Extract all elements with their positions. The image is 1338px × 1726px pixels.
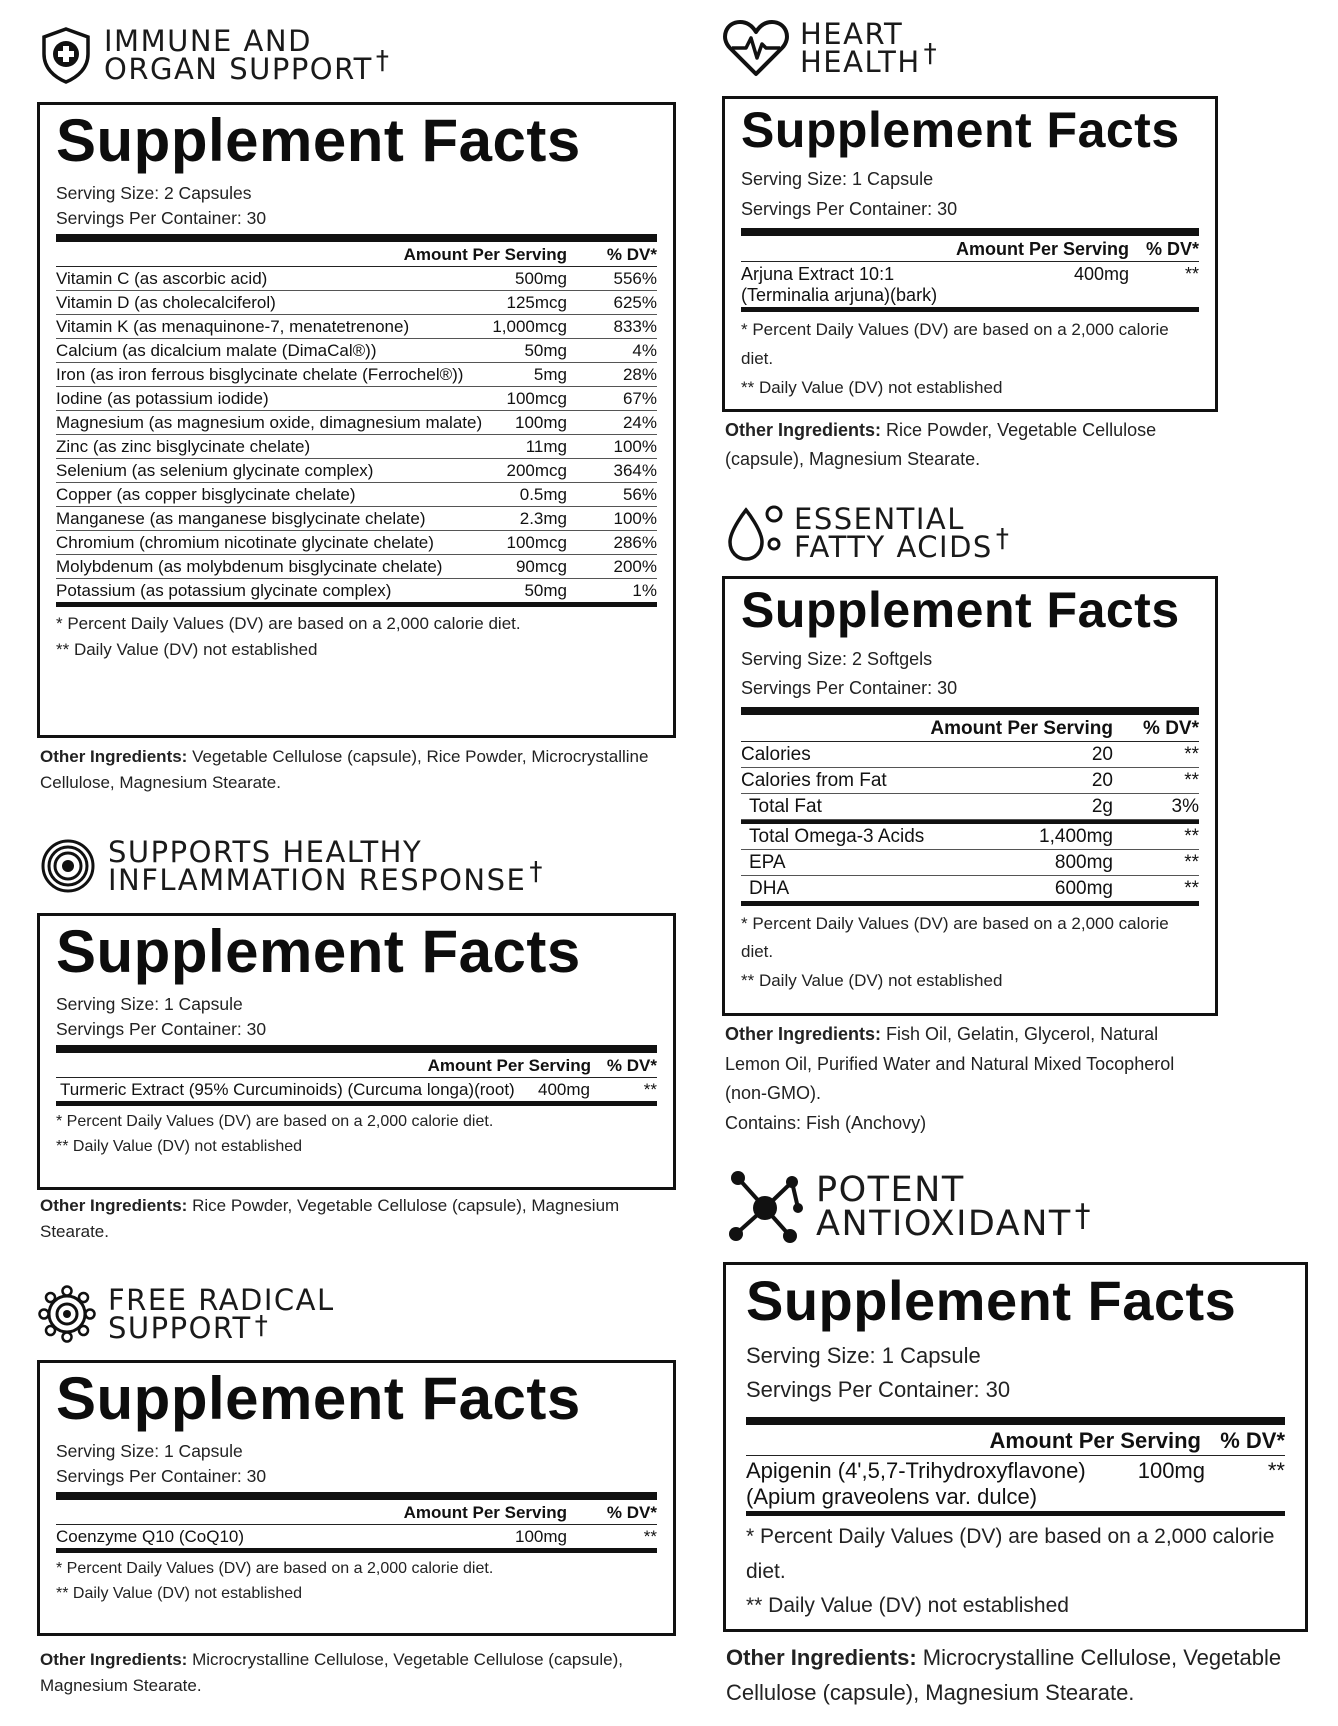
heart-heading-line1: HEART	[800, 16, 904, 51]
fatty-acids-footnote-not-established: ** Daily Value (DV) not established	[741, 971, 1003, 991]
nutrient-name: DHA	[749, 877, 790, 899]
antioxidant-heading-line1: POTENT	[816, 1169, 965, 1210]
free-radical-other-text: Microcrystalline Cellulose, Vegetable Cellulose (capsule), Magnesium Stearate.	[40, 1650, 623, 1696]
nutrient-amount: 400mg	[1073, 264, 1129, 285]
antioxidant-other-label: Other Ingredients:	[726, 1645, 917, 1670]
table-row	[741, 768, 1199, 794]
table-row	[56, 339, 657, 363]
nutrient-name: Zinc (as zinc bisglycinate chelate)	[56, 437, 311, 456]
nutrient-amount: 50mg	[524, 581, 567, 600]
nutrient-name: Coenzyme Q10 (CoQ10)	[56, 1527, 245, 1546]
nutrient-amount: 100mcg	[506, 533, 567, 552]
nutrient-amount: 2g	[1091, 795, 1113, 817]
nutrient-dv: **	[1184, 825, 1199, 847]
nutrient-dv: **	[1184, 877, 1199, 899]
immune-footnote-not-established: ** Daily Value (DV) not established	[56, 640, 318, 660]
table-row	[56, 459, 657, 483]
nutrient-amount: 100mg	[1137, 1458, 1205, 1484]
nutrient-amount: 600mg	[1054, 877, 1113, 899]
nutrient-name: Total Fat	[749, 795, 822, 817]
table-row	[56, 291, 657, 315]
free-radical-facts-panel	[37, 1360, 676, 1636]
antioxidant-amount-header: Amount Per Serving	[989, 1428, 1201, 1454]
nutrient-dv: 100%	[613, 509, 657, 528]
free-radical-other-label: Other Ingredients:	[40, 1650, 188, 1669]
immune-heading-line2: ORGAN SUPPORT	[104, 52, 373, 86]
fatty-acids-other-ingredients	[725, 1020, 1205, 1139]
nutrient-dv: 100%	[613, 437, 657, 456]
immune-dv-header: % DV*	[606, 245, 657, 264]
fatty-acids-footnote-dv: * Percent Daily Values (DV) are based on a 2,000 calorie diet.	[741, 913, 1169, 962]
nutrient-name: Vitamin D (as cholecalciferol)	[56, 293, 276, 312]
fatty-acids-other-label: Other Ingredients:	[725, 1024, 882, 1044]
nutrient-name: Iodine (as potassium iodide)	[56, 389, 269, 408]
heart-facts-panel	[722, 96, 1218, 412]
free-radical-footnote-not-established: ** Daily Value (DV) not established	[56, 1584, 303, 1602]
nutrient-dv: **	[643, 1527, 657, 1546]
antioxidant-facts-title: Supplement Facts	[746, 1269, 1237, 1332]
table-row	[56, 579, 657, 602]
nutrient-dv: 833%	[613, 317, 657, 336]
heart-heading-line2: HEALTH	[800, 45, 921, 79]
nutrient-amount: 200mcg	[506, 461, 567, 480]
table-row	[741, 850, 1199, 876]
nutrient-amount: 100mcg	[506, 389, 567, 408]
nutrient-name: Calories from Fat	[741, 769, 887, 791]
table-row	[746, 1456, 1285, 1511]
table-row	[56, 507, 657, 531]
immune-facts-title: Supplement Facts	[56, 107, 581, 174]
heart-dv-header: % DV*	[1145, 239, 1199, 260]
free-radical-heading	[38, 1282, 335, 1345]
nutrient-dv: 200%	[613, 557, 657, 576]
free-radical-other-ingredients	[40, 1647, 660, 1700]
nutrient-name: Manganese (as manganese bisglycinate chelate)	[56, 509, 426, 528]
table-row	[56, 555, 657, 579]
fatty-acids-heading-line1: ESSENTIAL	[794, 501, 965, 536]
immune-other-ingredients	[40, 744, 680, 797]
dagger-mark: †	[1074, 1198, 1093, 1234]
nutrient-dv: 24%	[622, 413, 657, 432]
immune-other-text: Vegetable Cellulose (capsule), Rice Powder, Microcrystalline Cellulose, Magnesium Stearate.	[40, 747, 649, 793]
nutrient-amount: 1,400mg	[1039, 825, 1113, 847]
nutrient-name: Potassium (as potassium glycinate complex)	[56, 581, 392, 600]
nutrient-dv: **	[1267, 1458, 1285, 1484]
nutrient-name	[746, 1458, 1125, 1510]
droplet-bubbles-icon	[724, 502, 786, 564]
nutrient-amount: 500mg	[515, 269, 567, 288]
nutrient-amount: 5mg	[533, 365, 567, 384]
nutrient-name-line1: Apigenin (4',5,7-Trihydroxyflavone)	[746, 1458, 1086, 1484]
concentric-circles-icon	[40, 838, 96, 894]
fatty-acids-other-text: Fish Oil, Gelatin, Glycerol, Natural Lemon Oil, Purified Water and Natural Mixed Tocopherol (non-GMO).	[725, 1024, 1175, 1104]
immune-nutrient-table	[56, 267, 657, 602]
nutrient-name: Copper (as copper bisglycinate chelate)	[56, 485, 356, 504]
immune-servings-per-container: Servings Per Container: 30	[56, 207, 267, 228]
immune-footnote-dv: * Percent Daily Values (DV) are based on a 2,000 calorie diet.	[56, 614, 521, 633]
nutrient-name-line2: (Apium graveolens var. dulce)	[746, 1484, 1038, 1510]
antioxidant-dv-header: % DV*	[1220, 1428, 1285, 1454]
heart-servings-per-container: Servings Per Container: 30	[741, 198, 958, 219]
dagger-mark: †	[529, 857, 544, 888]
immune-facts-panel	[37, 102, 676, 738]
antioxidant-footnote-not-established: ** Daily Value (DV) not established	[746, 1594, 1069, 1618]
nutrient-amount: 90mcg	[515, 557, 567, 576]
fatty-acids-servings-per-container: Servings Per Container: 30	[741, 677, 958, 698]
nutrient-name	[741, 264, 1049, 306]
heart-facts-title: Supplement Facts	[741, 102, 1180, 158]
heart-footnote-dv: * Percent Daily Values (DV) are based on a 2,000 calorie diet.	[741, 320, 1169, 369]
nutrient-dv: 625%	[613, 293, 657, 312]
table-row	[56, 531, 657, 555]
nutrient-dv: 1%	[632, 581, 657, 600]
nutrient-amount: 50mg	[524, 341, 567, 360]
heart-other-label: Other Ingredients:	[725, 420, 882, 440]
dagger-mark: †	[995, 524, 1011, 554]
nutrient-dv: **	[1184, 743, 1199, 765]
inflammation-facts-panel	[37, 913, 676, 1190]
fatty-acids-dv-header: % DV*	[1143, 717, 1199, 739]
molecule-network-icon	[726, 1168, 804, 1246]
molecule-ring-icon	[38, 1285, 96, 1343]
inflammation-other-ingredients	[40, 1193, 650, 1246]
inflammation-heading-line2: INFLAMMATION RESPONSE	[108, 863, 527, 898]
table-row	[741, 262, 1199, 307]
free-radical-heading-line2: SUPPORT	[108, 1311, 252, 1345]
free-radical-footnote-dv: * Percent Daily Values (DV) are based on a 2,000 calorie diet.	[56, 1560, 494, 1577]
nutrient-name: Iron (as iron ferrous bisglycinate chelate (Ferrochel®))	[56, 365, 464, 384]
nutrient-amount: 400mg	[538, 1080, 590, 1099]
nutrient-amount: 2.3mg	[519, 509, 567, 528]
nutrient-dv: **	[1184, 264, 1199, 285]
nutrient-amount: 100mg	[515, 1527, 567, 1546]
fatty-acids-serving-size: Serving Size: 2 Softgels	[741, 649, 933, 669]
fatty-acids-facts-panel	[722, 576, 1218, 1016]
table-row	[56, 483, 657, 507]
heart-serving-size: Serving Size: 1 Capsule	[741, 169, 934, 189]
nutrient-dv: **	[1184, 769, 1199, 791]
nutrient-amount: 800mg	[1054, 851, 1113, 873]
free-radical-heading-line1: FREE RADICAL	[108, 1282, 335, 1317]
table-row	[56, 363, 657, 387]
immune-other-label: Other Ingredients:	[40, 747, 188, 766]
nutrient-name: Magnesium (as magnesium oxide, dimagnesium malate)	[56, 413, 483, 432]
table-row	[741, 794, 1199, 820]
nutrient-amount: 1,000mcg	[492, 317, 567, 336]
nutrient-dv: 3%	[1171, 795, 1199, 817]
free-radical-facts-title: Supplement Facts	[56, 1365, 581, 1432]
inflammation-other-label: Other Ingredients:	[40, 1196, 188, 1215]
antioxidant-other-ingredients	[726, 1640, 1316, 1710]
antioxidant-servings-per-container: Servings Per Container: 30	[746, 1377, 1011, 1403]
inflammation-heading	[40, 835, 544, 898]
fatty-acids-nutrient-table	[741, 742, 1199, 901]
nutrient-name: Chromium (chromium nicotinate glycinate chelate)	[56, 533, 434, 552]
table-row	[741, 820, 1199, 850]
table-row	[56, 267, 657, 291]
nutrient-name: Molybdenum (as molybdenum bisglycinate chelate)	[56, 557, 443, 576]
nutrient-amount: 11mg	[525, 437, 567, 456]
table-row	[56, 435, 657, 459]
table-row	[56, 411, 657, 435]
immune-heading-line1: IMMUNE AND	[104, 23, 312, 58]
fatty-acids-facts-title: Supplement Facts	[741, 582, 1180, 638]
dagger-mark: †	[923, 39, 939, 69]
antioxidant-other-text: Microcrystalline Cellulose, Vegetable Cellulose (capsule), Magnesium Stearate.	[726, 1645, 1282, 1706]
antioxidant-facts-panel	[723, 1262, 1308, 1632]
shield-plus-icon	[40, 26, 92, 84]
immune-amount-header: Amount Per Serving	[403, 245, 567, 264]
heart-pulse-icon	[722, 18, 790, 78]
nutrient-amount: 20	[1091, 769, 1113, 791]
table-row	[741, 876, 1199, 901]
nutrient-name: Vitamin K (as menaquinone-7, menatetrenone)	[56, 317, 410, 336]
nutrient-dv: 56%	[622, 485, 657, 504]
antioxidant-serving-size: Serving Size: 1 Capsule	[746, 1343, 981, 1368]
nutrient-amount: 0.5mg	[519, 485, 567, 504]
inflammation-heading-line1: SUPPORTS HEALTHY	[108, 835, 423, 869]
dagger-mark: †	[254, 1311, 270, 1341]
antioxidant-footnote-dv: * Percent Daily Values (DV) are based on a 2,000 calorie diet.	[746, 1525, 1275, 1583]
nutrient-name: Calcium (as dicalcium malate (DimaCal®))	[56, 341, 377, 360]
nutrient-dv: 4%	[632, 341, 657, 360]
nutrient-amount: 100mg	[515, 413, 567, 432]
fatty-acids-amount-header: Amount Per Serving	[930, 717, 1113, 739]
heart-amount-header: Amount Per Serving	[955, 239, 1129, 260]
nutrient-name: Vitamin C (as ascorbic acid)	[56, 269, 268, 288]
antioxidant-heading	[726, 1168, 1092, 1246]
nutrient-name-line2: (Terminalia arjuna)(bark)	[741, 285, 938, 306]
nutrient-name: Calories	[741, 743, 811, 765]
immune-serving-size: Serving Size: 2 Capsules	[56, 183, 252, 203]
nutrient-dv: 556%	[613, 269, 657, 288]
dagger-mark: †	[375, 46, 391, 76]
nutrient-name: Total Omega-3 Acids	[749, 825, 925, 847]
nutrient-name-line1: Arjuna Extract 10:1	[741, 264, 895, 285]
heart-other-text: Rice Powder, Vegetable Cellulose (capsule), Magnesium Stearate.	[725, 420, 1157, 469]
nutrient-amount: 20	[1091, 743, 1113, 765]
nutrient-dv: 28%	[622, 365, 657, 384]
inflammation-footnote-not-established: ** Daily Value (DV) not established	[56, 1137, 303, 1155]
nutrient-dv: 67%	[622, 389, 657, 408]
nutrient-dv: 286%	[613, 533, 657, 552]
table-row	[56, 1525, 657, 1548]
heart-footnote-not-established: ** Daily Value (DV) not established	[741, 378, 1003, 398]
inflammation-amount-header: Amount Per Serving	[427, 1056, 591, 1075]
nutrient-dv: 364%	[613, 461, 657, 480]
table-row	[56, 315, 657, 339]
free-radical-serving-size: Serving Size: 1 Capsule	[56, 1441, 243, 1461]
heart-other-ingredients	[725, 416, 1205, 474]
table-row	[741, 742, 1199, 768]
free-radical-servings-per-container: Servings Per Container: 30	[56, 1465, 267, 1486]
nutrient-amount: 125mcg	[506, 293, 567, 312]
inflammation-servings-per-container: Servings Per Container: 30	[56, 1018, 267, 1039]
antioxidant-heading-line2: ANTIOXIDANT	[816, 1204, 1072, 1244]
immune-heading	[40, 23, 391, 86]
free-radical-amount-header: Amount Per Serving	[403, 1503, 567, 1522]
inflammation-dv-header: % DV*	[606, 1056, 657, 1075]
inflammation-other-text: Rice Powder, Vegetable Cellulose (capsule), Magnesium Stearate.	[40, 1196, 620, 1242]
nutrient-dv: **	[1184, 851, 1199, 873]
fatty-acids-heading	[724, 502, 1010, 564]
fatty-acids-contains: Contains: Fish (Anchovy)	[725, 1113, 927, 1134]
table-row	[56, 1078, 657, 1101]
nutrient-name: EPA	[749, 851, 786, 873]
inflammation-serving-size: Serving Size: 1 Capsule	[56, 994, 243, 1014]
nutrient-name: Turmeric Extract (95% Curcuminoids) (Curcuma longa)(root)	[60, 1080, 515, 1099]
fatty-acids-heading-line2: FATTY ACIDS	[794, 530, 993, 564]
nutrient-dv: **	[643, 1080, 657, 1099]
nutrient-name: Selenium (as selenium glycinate complex)	[56, 461, 374, 480]
inflammation-facts-title: Supplement Facts	[56, 918, 581, 985]
table-row	[56, 387, 657, 411]
free-radical-dv-header: % DV*	[606, 1503, 657, 1522]
inflammation-footnote-dv: * Percent Daily Values (DV) are based on a 2,000 calorie diet.	[56, 1113, 494, 1130]
heart-heading	[722, 18, 938, 78]
